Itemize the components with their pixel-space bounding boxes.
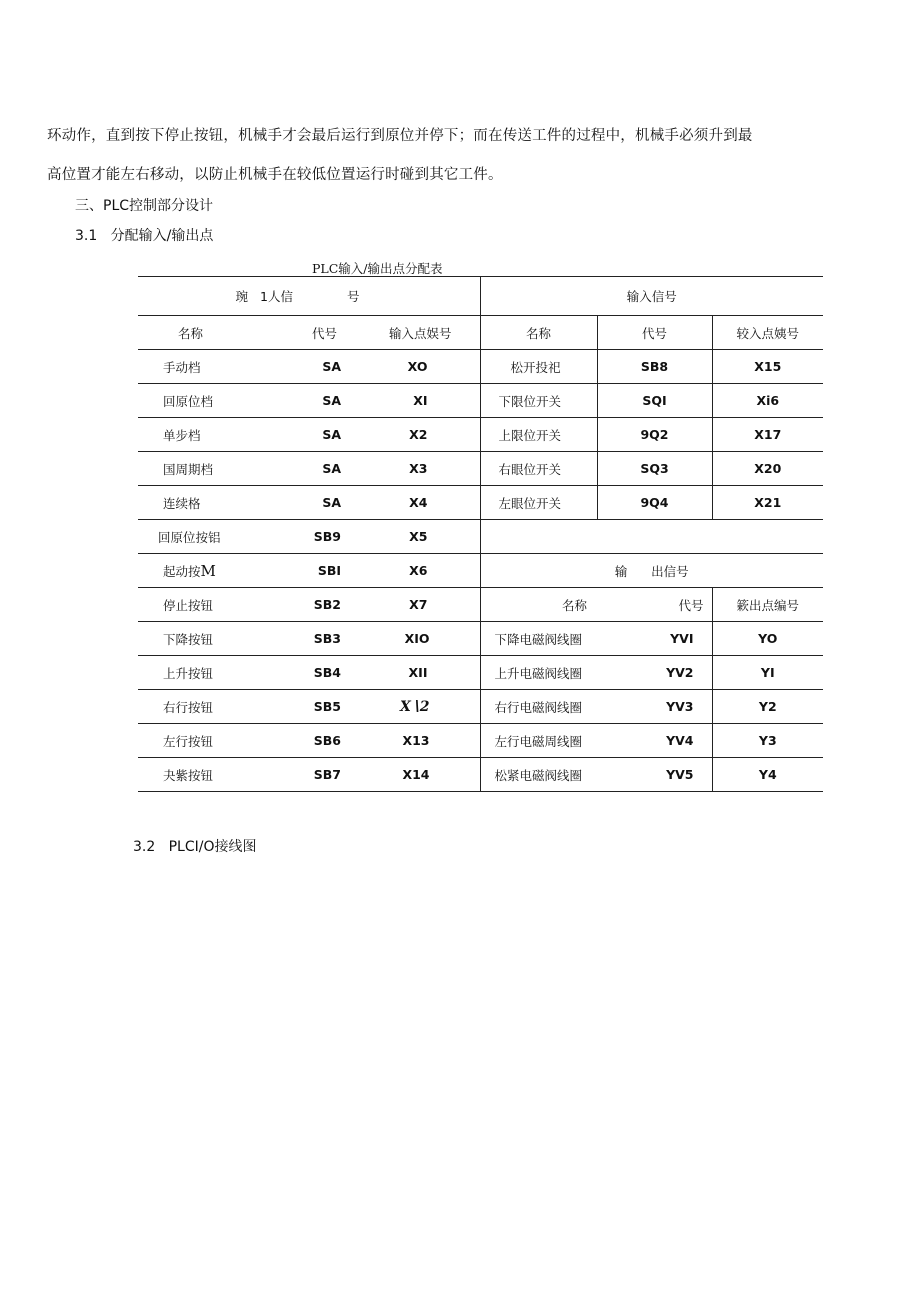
right-input-group-header: 输入信号 xyxy=(480,277,823,316)
right-output-row-5-addr: Y4 xyxy=(712,758,823,792)
left-group-header-part-3: 号 xyxy=(341,277,480,316)
left-row-7-name-suffix: M xyxy=(200,561,216,580)
io-assignment-table xyxy=(138,276,823,792)
subsection-3-1: 3.1 分配输入/输出点 xyxy=(75,228,214,244)
section-title: 三、PLC控制部分设计 xyxy=(75,198,214,214)
table-row xyxy=(138,486,823,520)
table-row xyxy=(138,554,823,588)
right-output-row-1-addr: YO xyxy=(712,622,823,656)
right-input-row-5-code: 9Q4 xyxy=(597,486,712,520)
table-row xyxy=(138,350,823,384)
left-row-11-addr: X∖2 xyxy=(341,690,480,724)
left-row-3-name: 单步档 xyxy=(138,418,260,452)
paragraph-line-1: 环动作，直到按下停止按钮，机械手才会最后运行到原位并停下；而在传送工件的过程中，机械手必须升到最 xyxy=(47,128,753,144)
table-row xyxy=(138,656,823,690)
right-output-row-4-name: 左行电磁周线圈 xyxy=(480,724,597,758)
right-input-row-2-addr: Xi6 xyxy=(712,384,823,418)
left-row-10-code: SB4 xyxy=(260,656,341,690)
right-input-col-header-name: 名称 xyxy=(480,316,597,350)
right-output-row-5-name: 松紧电磁阀线圈 xyxy=(480,758,597,792)
left-row-9-name: 下降按钮 xyxy=(138,622,260,656)
table-row xyxy=(138,588,823,622)
left-group-header-part-2: 1人信 xyxy=(260,277,341,316)
table-caption: PLC输入/输出点分配表 xyxy=(312,261,443,276)
left-row-2-addr: XI xyxy=(341,384,480,418)
left-row-7-code: SBI xyxy=(260,554,341,588)
right-input-row-3-name: 上限位开关 xyxy=(480,418,597,452)
table-row xyxy=(138,452,823,486)
left-row-12-name: 左行按钮 xyxy=(138,724,260,758)
right-output-row-5-code: YV5 xyxy=(597,758,712,792)
right-output-row-1-name: 下降电磁阀线圈 xyxy=(480,622,597,656)
table-group-header-row xyxy=(138,277,823,316)
left-row-13-name: 夬紫按钮 xyxy=(138,758,260,792)
left-row-3-code: SA xyxy=(260,418,341,452)
table-row xyxy=(138,418,823,452)
right-output-row-3-code: YV3 xyxy=(597,690,712,724)
left-row-13-addr: X14 xyxy=(341,758,480,792)
right-output-col-header-code: 代号 xyxy=(597,588,712,622)
table-row xyxy=(138,758,823,792)
right-output-row-2-name: 上升电磁阀线圈 xyxy=(480,656,597,690)
right-input-row-4-code: SQ3 xyxy=(597,452,712,486)
right-output-row-2-addr: YI xyxy=(712,656,823,690)
left-row-2-code: SA xyxy=(260,384,341,418)
left-row-11-name: 右行按钮 xyxy=(138,690,260,724)
left-row-7-name xyxy=(138,554,260,588)
left-row-12-code: SB6 xyxy=(260,724,341,758)
right-input-row-2-name: 下限位开关 xyxy=(480,384,597,418)
left-row-6-code: SB9 xyxy=(260,520,341,554)
left-row-5-addr: X4 xyxy=(341,486,480,520)
right-input-row-3-addr: X17 xyxy=(712,418,823,452)
left-row-4-name: 国周期档 xyxy=(138,452,260,486)
right-input-row-3-code: 9Q2 xyxy=(597,418,712,452)
left-row-6-name: 回原位按铝 xyxy=(138,520,260,554)
left-group-header-part-1: 琬 xyxy=(138,277,260,316)
right-output-row-3-addr: Y2 xyxy=(712,690,823,724)
left-row-10-name: 上升按钮 xyxy=(138,656,260,690)
right-blank-cell xyxy=(480,520,823,554)
right-input-row-5-name: 左眼位开关 xyxy=(480,486,597,520)
right-output-row-2-code: YV2 xyxy=(597,656,712,690)
table-row xyxy=(138,724,823,758)
right-output-row-3-name: 右行电磁阀线圈 xyxy=(480,690,597,724)
right-input-row-5-addr: X21 xyxy=(712,486,823,520)
left-row-5-code: SA xyxy=(260,486,341,520)
left-col-header-code: 代号 xyxy=(260,316,341,350)
left-row-5-name: 连续格 xyxy=(138,486,260,520)
right-input-col-header-code: 代号 xyxy=(597,316,712,350)
right-output-group-header: 输 出信号 xyxy=(480,554,823,588)
left-row-8-name: 停止按钮 xyxy=(138,588,260,622)
left-row-9-addr: XIO xyxy=(341,622,480,656)
right-input-row-1-code: SB8 xyxy=(597,350,712,384)
left-row-8-code: SB2 xyxy=(260,588,341,622)
left-row-4-addr: X3 xyxy=(341,452,480,486)
subsection-3-2: 3.2 PLCI/O接线图 xyxy=(133,839,257,855)
left-row-2-name: 回原位档 xyxy=(138,384,260,418)
table-row xyxy=(138,384,823,418)
right-output-col-header-name: 名称 xyxy=(480,588,597,622)
left-row-1-addr: XO xyxy=(341,350,480,384)
left-row-12-addr: X13 xyxy=(341,724,480,758)
table-row xyxy=(138,690,823,724)
left-row-7-addr: X6 xyxy=(341,554,480,588)
left-row-10-addr: XII xyxy=(341,656,480,690)
right-output-row-4-addr: Y3 xyxy=(712,724,823,758)
left-col-header-addr: 输入点娱号 xyxy=(341,316,480,350)
left-row-13-code: SB7 xyxy=(260,758,341,792)
left-row-1-name: 手动档 xyxy=(138,350,260,384)
right-input-col-header-addr: 较入点姨号 xyxy=(712,316,823,350)
right-input-row-1-name: 松开投祀 xyxy=(480,350,597,384)
right-output-row-4-code: YV4 xyxy=(597,724,712,758)
right-input-row-1-addr: X15 xyxy=(712,350,823,384)
left-row-8-addr: X7 xyxy=(341,588,480,622)
left-row-9-code: SB3 xyxy=(260,622,341,656)
right-input-row-4-name: 右眼位开关 xyxy=(480,452,597,486)
right-output-row-1-code: YVI xyxy=(597,622,712,656)
left-col-header-name: 名称 xyxy=(138,316,260,350)
left-row-11-code: SB5 xyxy=(260,690,341,724)
left-row-4-code: SA xyxy=(260,452,341,486)
table-column-header-row xyxy=(138,316,823,350)
left-row-7-name-text: 起动按 xyxy=(163,563,201,579)
right-input-row-2-code: SQI xyxy=(597,384,712,418)
table-row xyxy=(138,622,823,656)
left-row-6-addr: X5 xyxy=(341,520,480,554)
table-row xyxy=(138,520,823,554)
paragraph-line-2: 高位置才能左右移动，以防止机械手在较低位置运行时碰到其它工件。 xyxy=(47,167,503,183)
left-row-3-addr: X2 xyxy=(341,418,480,452)
left-row-1-code: SA xyxy=(260,350,341,384)
right-input-row-4-addr: X20 xyxy=(712,452,823,486)
right-output-col-header-addr: 簌出点编号 xyxy=(712,588,823,622)
